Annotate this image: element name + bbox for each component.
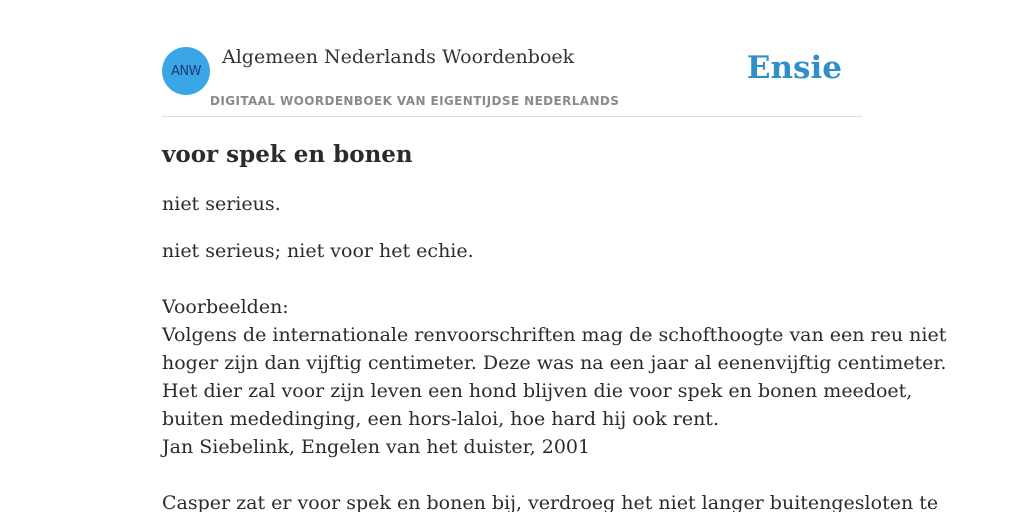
example-line: Het dier zal voor zijn leven een hond blijven die voor spek en bonen meedoet, bbox=[162, 380, 913, 402]
definition-text: niet serieus; niet voor het echie. bbox=[162, 240, 474, 262]
example-source: Jan Siebelink, Engelen van het duister, 2001 bbox=[162, 436, 591, 458]
entry-headword: voor spek en bonen bbox=[162, 141, 413, 168]
examples-label: Voorbeelden: bbox=[162, 296, 289, 318]
site-subtitle: DIGITAAL WOORDENBOEK VAN EIGENTIJDSE NEDERLANDS bbox=[210, 94, 620, 108]
paragraph-spacer bbox=[162, 265, 867, 293]
paragraph-spacer bbox=[162, 461, 867, 489]
example-line: hoger zijn dan vijftig centimeter. Deze was na een jaar al eenenvijftig centimeter. bbox=[162, 352, 947, 374]
example-line: Volgens de internationale renvoorschriften mag de schofthoogte van een reu niet bbox=[162, 324, 947, 346]
ensie-brand-link[interactable]: Ensie bbox=[746, 50, 842, 86]
anw-logo[interactable] bbox=[162, 47, 210, 95]
site-header bbox=[162, 0, 862, 117]
example-line: buiten mededinging, een hors-laloi, hoe hard hij ook rent. bbox=[162, 408, 719, 430]
entry-content bbox=[162, 140, 947, 512]
entry-body bbox=[162, 237, 947, 512]
site-title[interactable]: Algemeen Nederlands Woordenboek bbox=[222, 46, 575, 68]
short-definition: niet serieus. bbox=[162, 193, 281, 215]
logo-text: ANW bbox=[171, 63, 201, 79]
example-line: Casper zat er voor spek en bonen bij, verdroeg het niet langer buitengesloten te bbox=[162, 492, 939, 512]
